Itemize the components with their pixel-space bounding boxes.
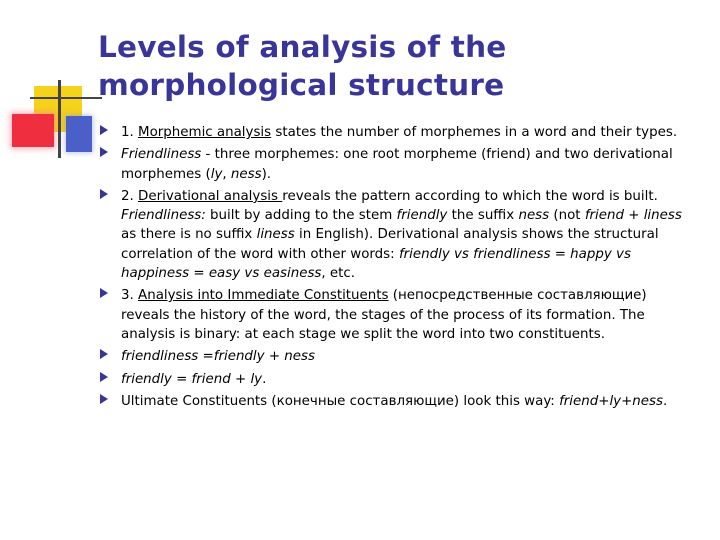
decor-horizontal-line — [30, 97, 102, 99]
bullet-list — [98, 123, 698, 414]
bullet-arrow-icon — [100, 125, 108, 135]
bullet-arrow-icon — [100, 349, 108, 359]
bullet-item-ultimate-constituents: Ultimate Constituents (конечные составляющие) look this way: friend+ly+ness. — [98, 392, 698, 411]
bullet-item-derivational-analysis: 2. Derivational analysis reveals the pattern according to which the word is built. Friendliness: built by adding to the stem friendly the suffix ness (not friend + liness as there is no suffix liness in English). Derivational analysis shows the structural correlation of the word with other words: friendly vs friendliness = happy vs happiness = easy vs easiness, etc. — [98, 187, 698, 283]
bullet-item-morphemic-analysis: 1. Morphemic analysis states the number of morphemes in a word and their types. — [98, 123, 698, 142]
bullet-item-friendliness-example: Friendliness - three morphemes: one root morpheme (friend) and two derivational morphemes (ly, ness). — [98, 145, 698, 184]
bullet-arrow-icon — [100, 394, 108, 404]
bullet-arrow-icon — [100, 288, 108, 298]
decor-red-square — [12, 114, 54, 147]
bullet-arrow-icon — [100, 372, 108, 382]
bullet-item-friendly-split: friendly = friend + ly. — [98, 370, 698, 389]
term-derivational-analysis: Derivational analysis — [138, 188, 283, 204]
decor-vertical-line — [58, 80, 61, 158]
bullet-arrow-icon — [100, 147, 108, 157]
decor-blue-square — [66, 116, 92, 152]
slide-title: Levels of analysis of the morphological structure — [98, 30, 507, 102]
term-morphemic-analysis: Morphemic analysis — [138, 125, 272, 140]
bullet-item-immediate-constituents: 3. Analysis into Immediate Constituents (непосредственные составляющие) reveals the history of the word, the stages of the process of its formation. The analysis is binary: at each stage we split the word into two constituents. — [98, 286, 698, 344]
term-immediate-constituents: Analysis into Immediate Constituents — [138, 288, 389, 304]
bullet-item-friendliness-split: friendliness =friendly + ness — [98, 347, 698, 366]
bullet-arrow-icon — [100, 189, 108, 199]
